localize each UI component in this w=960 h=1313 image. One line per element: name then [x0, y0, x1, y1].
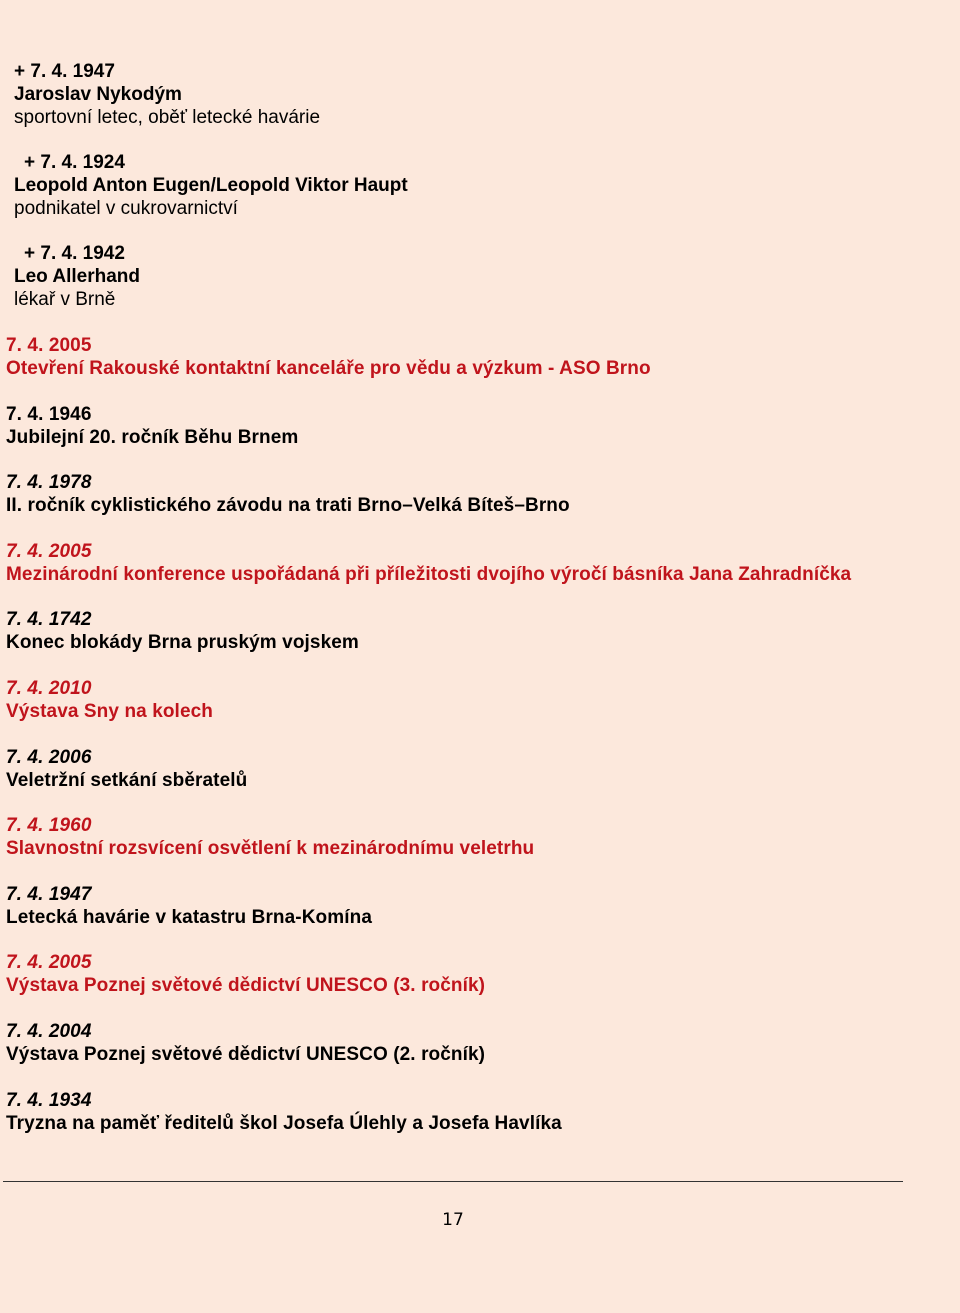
event-title: Otevření Rakouské kontaktní kanceláře pro vědu a výzkum - ASO Brno	[6, 358, 651, 379]
event-title: Konec blokády Brna pruským vojskem	[6, 632, 359, 654]
death-date: + 7. 4. 1947	[14, 61, 115, 82]
event-entry	[6, 677, 946, 723]
event-date: 7. 4. 1946	[6, 403, 92, 425]
death-description: lékař v Brně	[14, 289, 116, 310]
event-date: 7. 4. 2005	[6, 335, 92, 356]
event-entry	[6, 883, 946, 929]
footer-divider	[3, 1181, 903, 1182]
event-date: 7. 4. 1978	[6, 472, 92, 494]
event-entry	[6, 403, 946, 449]
page-number: 17	[442, 1210, 464, 1230]
event-entry	[6, 1089, 946, 1135]
event-date: 7. 4. 1960	[6, 815, 92, 837]
event-entry	[6, 334, 946, 380]
event-date: 7. 4. 1947	[6, 883, 92, 905]
event-date: 7. 4. 2005	[6, 952, 92, 974]
death-name: Jaroslav Nykodým	[14, 84, 182, 105]
death-name: Leo Allerhand	[14, 266, 140, 287]
event-date: 7. 4. 2005	[6, 540, 92, 562]
event-title: Letecká havárie v katastru Brna-Komína	[6, 906, 373, 928]
death-entry	[14, 60, 914, 129]
event-title: II. ročník cyklistického závodu na trati Brno–Velká Bíteš–Brno	[6, 495, 570, 517]
event-title: Výstava Poznej světové dědictví UNESCO (3. ročník)	[6, 975, 486, 997]
event-entry	[6, 540, 946, 586]
event-date: 7. 4. 2006	[6, 746, 92, 768]
event-title: Veletržní setkání sběratelů	[6, 769, 248, 791]
event-entry	[6, 746, 946, 792]
event-title: Výstava Sny na kolech	[6, 700, 213, 722]
event-entry	[6, 471, 946, 517]
event-date: 7. 4. 2004	[6, 1020, 92, 1042]
death-description: podnikatel v cukrovarnictví	[14, 198, 238, 219]
death-description: sportovní letec, oběť letecké havárie	[14, 107, 321, 128]
event-title: Tryzna na paměť ředitelů škol Josefa Úlehly a Josefa Havlíka	[6, 1112, 562, 1134]
event-entry	[6, 951, 946, 997]
event-title: Slavnostní rozsvícení osvětlení k mezinárodnímu veletrhu	[6, 838, 535, 860]
death-name: Leopold Anton Eugen/Leopold Viktor Haupt	[14, 175, 408, 196]
event-date: 7. 4. 1934	[6, 1089, 92, 1111]
event-title: Jubilejní 20. ročník Běhu Brnem	[6, 426, 299, 448]
event-date: 7. 4. 1742	[6, 609, 92, 631]
death-entry	[14, 151, 914, 220]
event-entry	[6, 1020, 946, 1066]
event-entry	[6, 814, 946, 860]
deaths-list	[14, 60, 914, 333]
death-entry	[14, 242, 914, 311]
event-date: 7. 4. 2010	[6, 677, 92, 699]
events-list	[6, 334, 946, 1157]
event-entry	[6, 608, 946, 654]
event-title: Výstava Poznej světové dědictví UNESCO (2. ročník)	[6, 1043, 486, 1065]
death-date: + 7. 4. 1942	[24, 243, 125, 264]
death-date: + 7. 4. 1924	[24, 152, 125, 173]
event-title: Mezinárodní konference uspořádaná při příležitosti dvojího výročí básníka Jana Zahradníčka	[6, 563, 852, 585]
